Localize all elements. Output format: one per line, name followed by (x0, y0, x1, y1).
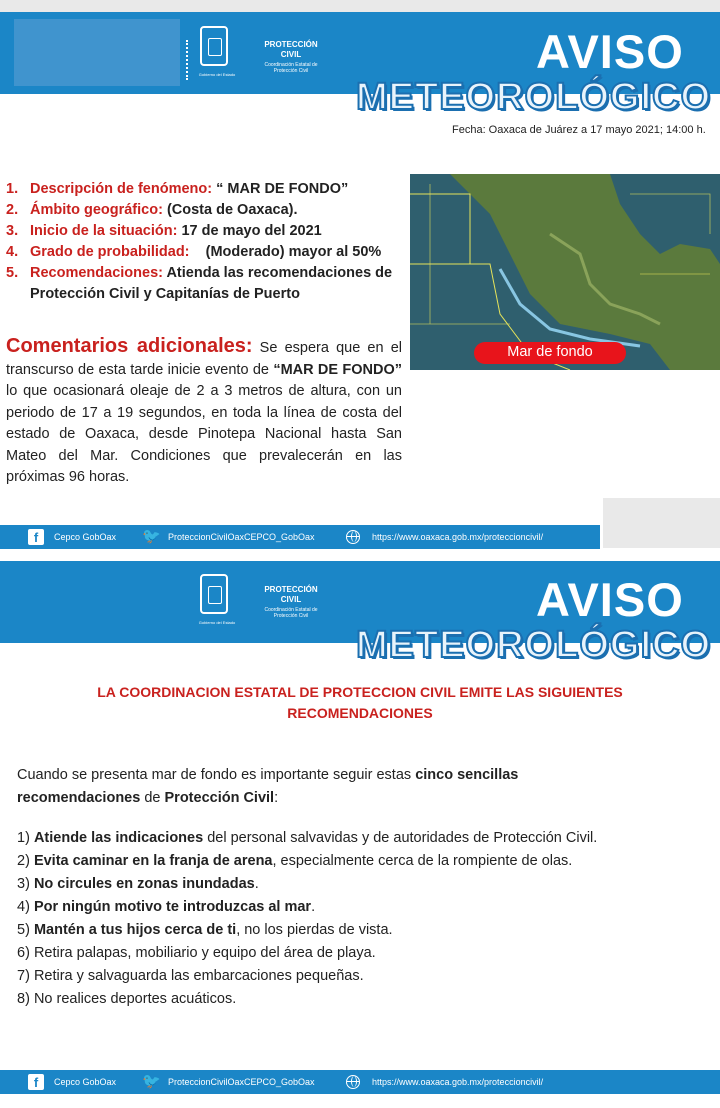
fecha-text: Fecha: Oaxaca de Juárez a 17 mayo 2021; 14:00 h. (452, 124, 706, 136)
rec-text: , especialmente cerca de la rompiente de olas. (272, 853, 573, 869)
map-label: Mar de fondo (507, 344, 593, 360)
twitter-icon-2: 🐦 (142, 1073, 161, 1090)
footer-facebook-2[interactable]: Cepco GobOax (54, 1077, 117, 1087)
item-number: 3. (6, 223, 19, 239)
rec-text: . (311, 899, 316, 915)
item-value: (Costa de Oaxaca). (162, 202, 298, 218)
rec-number: 3) (17, 876, 30, 892)
coord-heading-line2: RECOMENDACIONES (287, 705, 433, 721)
item-label: Recomendaciones: (30, 265, 163, 281)
org-title: PROTECCIÓN CIVIL (264, 40, 318, 59)
footer-twitter-2[interactable]: ProteccionCivilOaxCEPCO_GobOax (168, 1077, 315, 1087)
facebook-icon: f (28, 529, 44, 545)
redacted-area (14, 19, 180, 86)
item-number: 5. (6, 265, 19, 281)
intro-bold-3: Protección Civil (164, 790, 275, 806)
footer-twitter[interactable]: ProteccionCivilOaxCEPCO_GobOax (168, 532, 315, 542)
gray-side-panel (603, 498, 720, 548)
item-number: 2. (6, 202, 19, 218)
rec-bold: Mantén a tus hijos cerca de ti (33, 922, 237, 938)
rec-number: 2) (17, 853, 30, 869)
item-label: Descripción de fenómeno: (30, 181, 213, 197)
item-value: (Moderado) mayor al 50% (189, 244, 382, 260)
list-item (17, 988, 707, 1011)
footer-web-2[interactable]: https://www.oaxaca.gob.mx/proteccioncivil/ (372, 1077, 544, 1087)
comentarios-paragraph (6, 336, 402, 489)
rec-text: . (254, 876, 259, 892)
intro-text: Cuando se presenta mar de fondo es importante seguir estas (17, 767, 416, 783)
list-item (6, 242, 402, 263)
recommendations-list (17, 827, 707, 1011)
intro-text-2: de (140, 790, 165, 806)
rec-text: del personal salvavidas y de autoridades de Protección Civil. (203, 830, 598, 846)
rec-number: 7) (17, 968, 30, 984)
footer-web[interactable]: https://www.oaxaca.gob.mx/proteccioncivil/ (372, 532, 544, 542)
top-gray-strip (0, 0, 720, 12)
gobierno-label-2: Gobierno del Estado (198, 620, 236, 625)
footer-facebook[interactable]: Cepco GobOax (54, 532, 117, 542)
aviso-title: AVISO (536, 25, 684, 78)
rec-number: 8) (17, 991, 30, 1007)
map-graphic (410, 174, 720, 370)
facebook-icon-2: f (28, 1074, 44, 1090)
rec-number: 5) (17, 922, 30, 938)
rec-bold: No circules en zonas inundadas (33, 876, 255, 892)
oaxaca-shield-logo-2 (200, 574, 228, 614)
list-item (17, 873, 707, 896)
globe-icon-2 (346, 1075, 360, 1089)
list-item (17, 850, 707, 873)
item-list (6, 179, 402, 305)
gobierno-label: Gobierno del Estado (198, 72, 236, 77)
globe-icon (346, 530, 360, 544)
comentarios-text-2: lo que ocasionará oleaje de 2 a 3 metros de altura, con un periodo de 17 a 19 segundos, en toda la línea de costa del estado de Oaxaca, desde Pinotepa Nacional hasta San Mateo del Mar. Condiciones que prevalecerán en las próximas 96 horas. (6, 383, 402, 485)
org-title-2: PROTECCIÓN CIVIL (264, 585, 318, 604)
twitter-icon: 🐦 (142, 528, 161, 545)
comentarios-bold: “MAR DE FONDO” (273, 361, 402, 378)
rec-bold: Evita caminar en la franja de arena (33, 853, 273, 869)
rec-text: Retira y salvaguarda las embarcaciones pequeñas. (33, 968, 364, 984)
list-item (17, 827, 707, 850)
comentarios-head: Comentarios adicionales: (6, 335, 253, 357)
rec-number: 6) (17, 945, 30, 961)
list-item (6, 221, 402, 242)
item-number: 1. (6, 181, 19, 197)
gray-divider-strip (0, 549, 720, 561)
rec-number: 4) (17, 899, 30, 915)
rec-number: 1) (17, 830, 30, 846)
list-item (17, 919, 707, 942)
meteorologico-title-2: METEOROLÓGICO (356, 624, 711, 666)
aviso-title-2: AVISO (536, 573, 684, 626)
org-subtitle: Coordinación Estatal de Protección Civil (264, 62, 318, 74)
coord-heading-line1: LA COORDINACION ESTATAL DE PROTECCION CIVIL EMITE LAS SIGUIENTES (97, 684, 623, 700)
intro-bold: cinco sencillas (415, 767, 519, 783)
list-item (6, 179, 402, 200)
list-item (17, 896, 707, 919)
item-label: Grado de probabilidad: (30, 244, 190, 260)
list-item (6, 200, 402, 221)
meteorologico-title: METEOROLÓGICO (356, 76, 711, 118)
rec-text: No realices deportes acuáticos. (33, 991, 237, 1007)
org-subtitle-2: Coordinación Estatal de Protección Civil (264, 607, 318, 619)
item-value: “ MAR DE FONDO” (212, 181, 349, 197)
list-item (17, 942, 707, 965)
item-number: 4. (6, 244, 19, 260)
rec-text: , no los pierdas de vista. (236, 922, 393, 938)
list-item (6, 263, 402, 305)
item-label: Ámbito geográfico: (30, 202, 163, 218)
rec-bold: Atiende las indicaciones (33, 830, 204, 846)
intro-paragraph (17, 764, 707, 810)
comentarios-text: Se espera que en el transcurso de esta tarde inicie evento de (6, 340, 402, 378)
item-label: Inicio de la situación: (30, 223, 178, 239)
weather-map (410, 174, 720, 370)
list-item (17, 965, 707, 988)
oaxaca-shield-logo (200, 26, 228, 66)
item-value: Atienda las recomendaciones de Protección Civil y Capitanías de Puerto (30, 265, 393, 302)
item-value: 17 de mayo del 2021 (177, 223, 322, 239)
intro-text-3: : (274, 790, 279, 806)
rec-bold: Por ningún motivo te introduzcas al mar (33, 899, 312, 915)
rec-text: Retira palapas, mobiliario y equipo del área de playa. (33, 945, 376, 961)
dotted-divider (186, 40, 188, 80)
intro-bold-2: recomendaciones (17, 790, 141, 806)
